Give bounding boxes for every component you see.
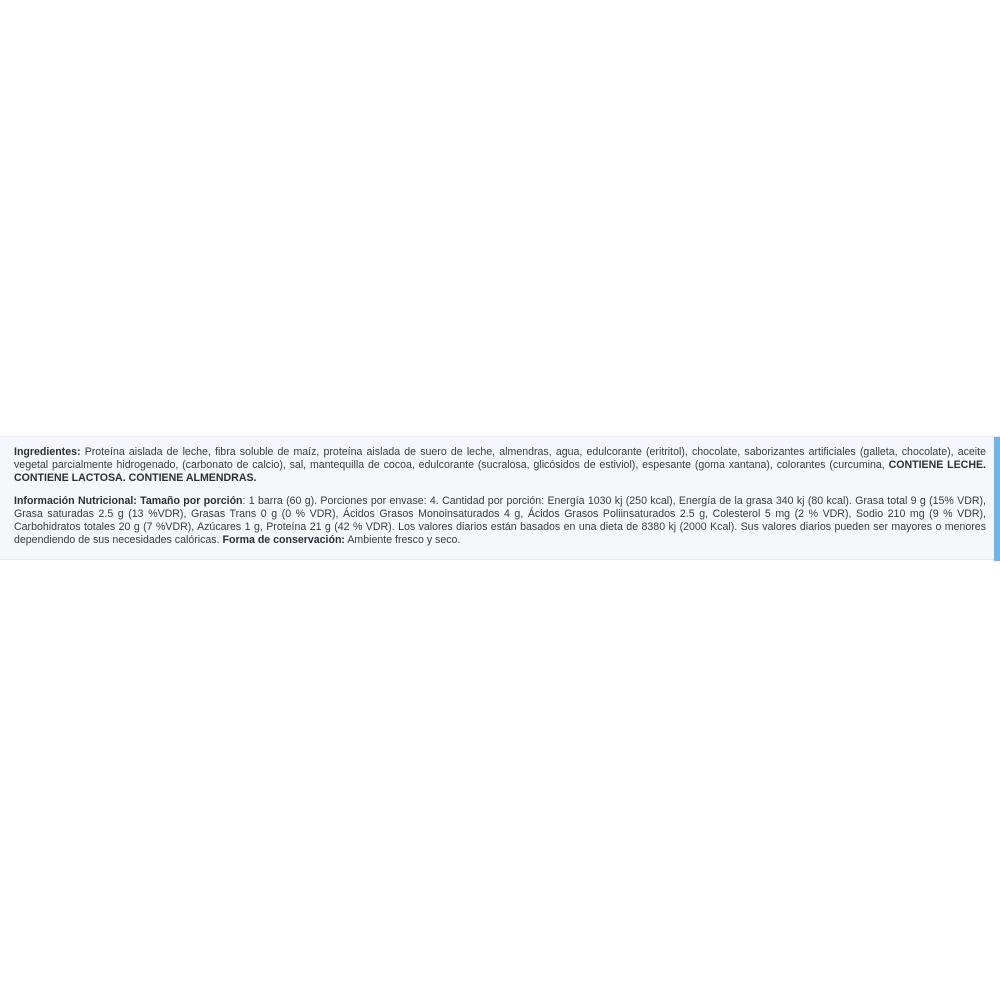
- nutrition-heading: Información Nutricional:: [14, 495, 137, 507]
- ingredients-text: Proteína aislada de leche, fibra soluble de maíz, proteína aislada de suero de leche, almendras, agua, edulcorante (eritritol), chocolate, saborizantes artificiales (galleta, chocolate), aceite vegetal parcialmente hidrogenado, (carbonato de calcio), sal, mantequilla de cocoa, edulcorante (sucralosa, glicósidos de estiviol), espesante (goma xantana), colorantes (curcumina,: [14, 446, 986, 471]
- nutrition-text: : 1 barra (60 g). Porciones por envase: 4. Cantidad por porción: Energía 1030 kj (250 kcal), Energía de la grasa 340 kj (80 kcal). Grasa total 9 g (15% VDR), Grasa saturadas 2.5 g (13 %VDR), Grasas Trans 0 g (0 % VDR), Ácidos Grasos Monoinsaturados 4 g, Ácidos Grasos Poliinsaturados 2.5 g, Colesterol 5 mg (2 % VDR), Sodio 210 mg (9 % VDR), Carbohidratos totales 20 g (7 %VDR), Azúcares 1 g, Proteína 21 g (42 % VDR). Los valores diarios están basados en una dieta de 8380 kj (2000 Kcal). Sus valores diarios pueden ser mayores o menores dependiendo de sus necesidades calóricas.: [14, 495, 986, 546]
- storage-heading: Forma de conservación:: [222, 534, 345, 546]
- ingredients-heading: Ingredientes:: [14, 446, 81, 458]
- serving-size-label: Tamaño por porción: [136, 495, 243, 507]
- product-label-strip: [0, 436, 1000, 560]
- nutrition-paragraph: [14, 495, 986, 547]
- label-text-block: [14, 446, 986, 547]
- ingredients-paragraph: [14, 446, 986, 485]
- storage-text: Ambiente fresco y seco.: [344, 534, 461, 546]
- label-edge-tab: [994, 437, 1000, 561]
- allergen-statement: CONTIENE LECHE. CONTIENE LACTOSA. CONTIENE ALMENDRAS.: [14, 459, 986, 484]
